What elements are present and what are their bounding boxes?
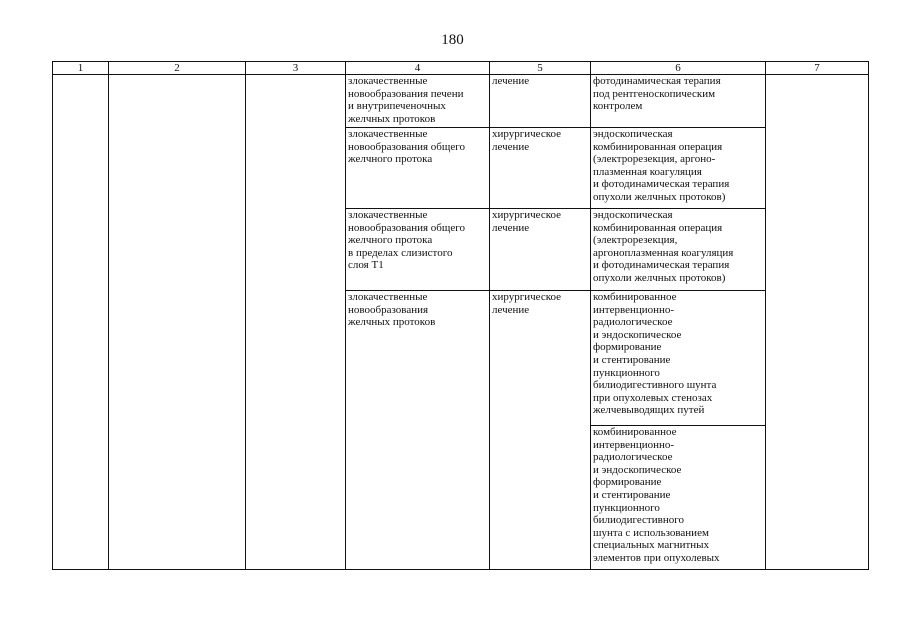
treatment-method-cell: эндоскопическая комбинированная операция (электрорезекция, аргоно- плазменная коагуляция и фотодинамическая терапия опухоли желчных протоков) [591,128,766,209]
treatment-type-cell: лечение [490,75,591,128]
treatment-type-cell: хирургическое лечение [490,291,591,570]
treatment-method-cell: комбинированное интервенционно- радиологическое и эндоскопическое формирование и стентирование пункционного билиодигестивного шунта с использованием специальных магнитных элементов при опухолевых [591,426,766,570]
column-header-6: 6 [591,62,766,75]
treatment-method-cell: комбинированное интервенционно- радиологическое и эндоскопическое формирование и стентирование пункционного билиодигестивного шунта при опухолевых стенозах желчевыводящих путей [591,291,766,426]
page-number: 180 [441,32,464,48]
column-header-3: 3 [246,62,346,75]
treatment-method-cell: фотодинамическая терапия под рентгеноскопическим контролем [591,75,766,128]
treatment-type-cell: хирургическое лечение [490,209,591,291]
procedures-table [52,61,869,570]
column-header-7: 7 [766,62,869,75]
treatment-type-cell: хирургическое лечение [490,128,591,209]
column-1-cell [53,75,109,570]
column-header-5: 5 [490,62,591,75]
column-7-cell [766,75,869,570]
treatment-method-cell: эндоскопическая комбинированная операция (электрорезекция, аргоноплазменная коагуляция и фотодинамическая терапия опухоли желчных протоков) [591,209,766,291]
column-2-cell [109,75,246,570]
diagnosis-cell: злокачественные новообразования желчных протоков [346,291,490,570]
column-header-2: 2 [109,62,246,75]
column-header-4: 4 [346,62,490,75]
table-row [53,75,869,128]
diagnosis-cell: злокачественные новообразования общего желчного протока в пределах слизистого слоя T1 [346,209,490,291]
column-number-row [53,62,869,75]
column-header-1: 1 [53,62,109,75]
column-3-cell [246,75,346,570]
diagnosis-cell: злокачественные новообразования общего желчного протока [346,128,490,209]
diagnosis-cell: злокачественные новообразования печени и внутрипеченочных желчных протоков [346,75,490,128]
